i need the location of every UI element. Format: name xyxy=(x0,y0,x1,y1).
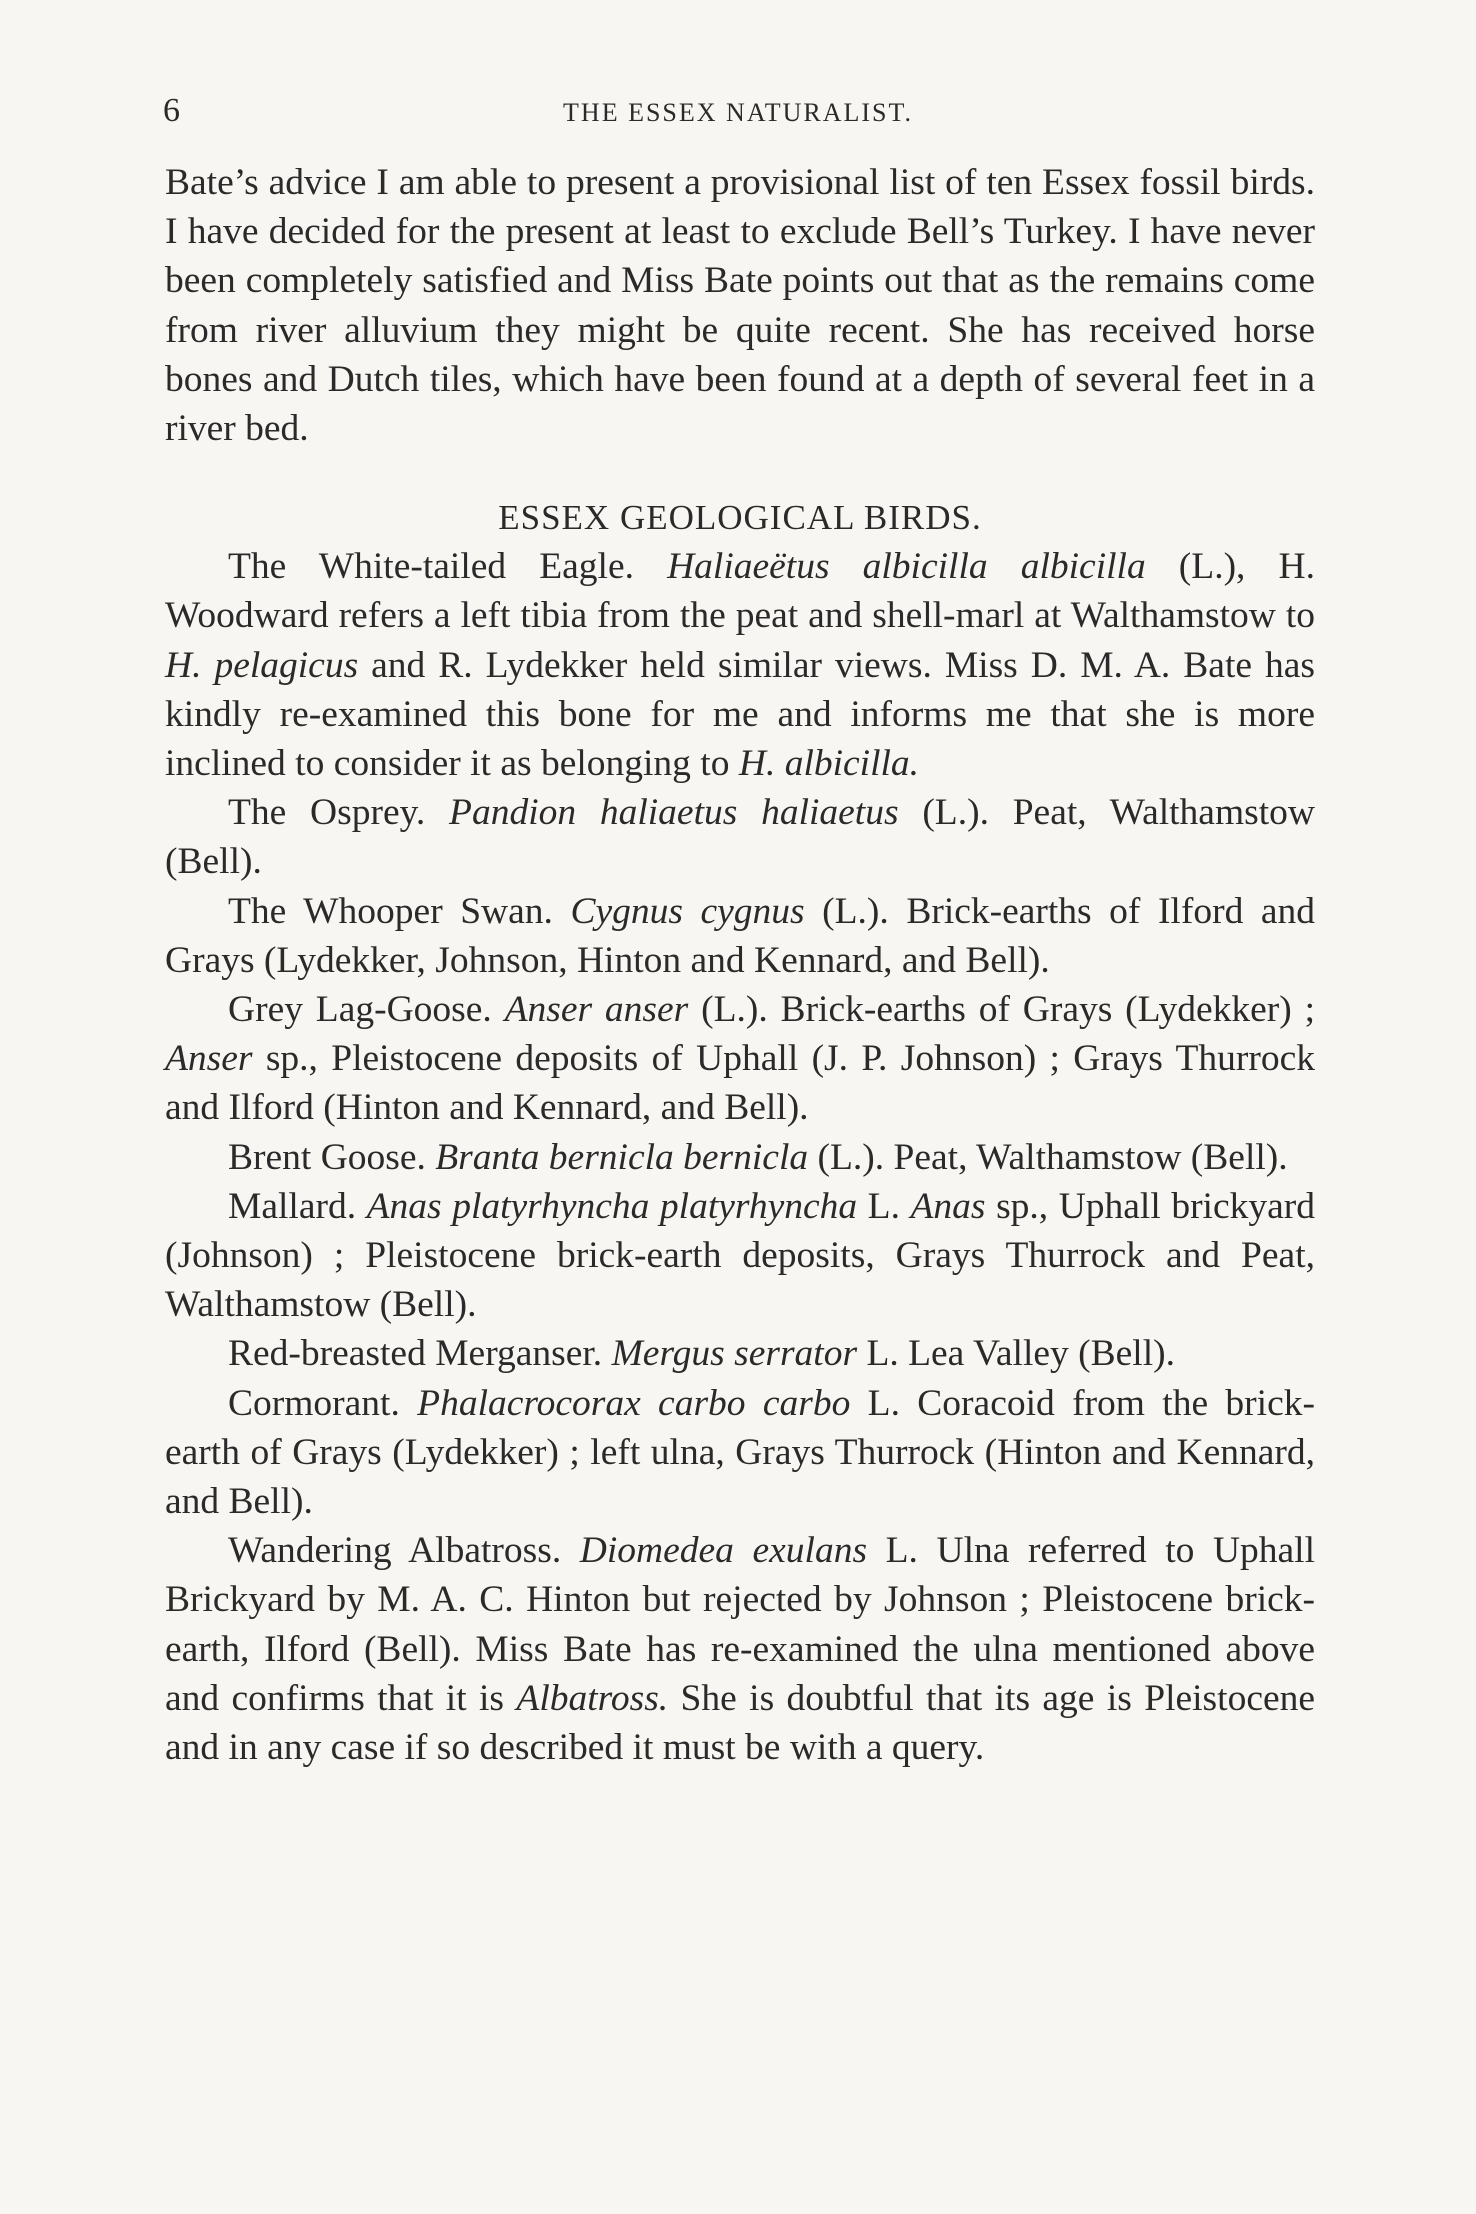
latin-name: Anser anser xyxy=(504,989,689,1031)
entry-text: L. Lea Valley (Bell). xyxy=(857,1333,1176,1375)
species-entry xyxy=(165,887,1315,985)
species-entry xyxy=(165,542,1315,788)
entry-text: The White-tailed Eagle. xyxy=(228,546,668,588)
entry-text: (L.). Brick-earths of Grays (Lydekker) ; xyxy=(688,989,1315,1031)
entry-text: L. Ulna referred to Uphall Brickyard by M. A. C. Hinton but rejected by Johnson ; Pleistocene brick-earth, Ilford (Bell). Miss Bate has re-examined the ulna mentioned above and confirms that it is xyxy=(165,1530,1316,1719)
entry-text: Brent Goose. xyxy=(228,1136,436,1178)
entry-text: (L.), H. Woodward refers a left tibia from the peat and shell-marl at Walthamstow to xyxy=(165,546,1315,637)
entry-text: (L.). Peat, Walthamstow (Bell). xyxy=(165,792,1315,883)
page-number: 6 xyxy=(163,92,180,129)
latin-name: Anas xyxy=(910,1185,986,1227)
entry-text: Cormorant. xyxy=(228,1382,418,1424)
entry-text: Red-breasted Merganser. xyxy=(228,1333,612,1375)
entry-text: L. Coracoid from the brick-earth of Grays (Lydekker) ; left ulna, Grays Thurrock (Hinton and Kennard, and Bell). xyxy=(165,1382,1315,1523)
latin-name: Cygnus cygnus xyxy=(570,890,805,932)
body-text xyxy=(165,158,1315,1772)
entry-text: sp., Pleistocene deposits of Uphall (J. P. Johnson) ; Grays Thurrock and Ilford (Hinton and Kennard, and Bell). xyxy=(165,1038,1315,1129)
entry-text: She is doubtful that its age is Pleistocene and in any case if so described it must be with a query. xyxy=(165,1677,1315,1769)
species-entry xyxy=(165,1526,1315,1772)
species-entry xyxy=(165,985,1315,1133)
latin-name: H. pelagicus xyxy=(165,644,359,686)
latin-name: Haliaeëtus albicilla albicilla xyxy=(667,546,1146,588)
latin-name: Albatross. xyxy=(516,1677,669,1719)
latin-name: Diomedea exulans xyxy=(579,1530,868,1572)
intro-paragraph: Bate’s advice I am able to present a provisional list of ten Essex fossil birds. I have decided for the present at least to exclude Bell’s Turkey. I have never been completely satisfied and Miss Bate points out that as the remains come from river alluvium they might be quite recent. She has received horse bones and Dutch tiles, which have been found at a depth of several feet in a river bed. xyxy=(165,162,1315,450)
journal-title: THE ESSEX NATURALIST. xyxy=(563,98,913,127)
latin-name: Anser xyxy=(165,1038,253,1080)
entry-text: The Whooper Swan. xyxy=(228,890,571,932)
species-entry xyxy=(165,1133,1315,1182)
species-entry xyxy=(165,788,1315,886)
latin-name: Pandion haliaetus haliaetus xyxy=(449,792,899,834)
latin-name: Branta bernicla bernicla xyxy=(435,1136,809,1178)
entry-text: Mallard. xyxy=(228,1185,367,1227)
latin-name: Anas platyrhyncha platyrhyncha xyxy=(366,1185,858,1227)
entry-text: Wandering Albatross. xyxy=(228,1530,580,1572)
latin-name: Phalacrocorax carbo carbo xyxy=(417,1382,851,1424)
species-entry xyxy=(165,1182,1315,1330)
species-entry xyxy=(165,1379,1315,1527)
latin-name: H. albicilla. xyxy=(738,743,920,785)
species-entry xyxy=(165,1329,1315,1378)
section-heading: ESSEX GEOLOGICAL BIRDS. xyxy=(498,498,982,538)
entry-text: L. xyxy=(857,1185,911,1227)
entry-text: and R. Lydekker held similar views. Miss D. M. A. Bate has kindly re-examined this bone for me and informs me that she is more inclined to consider it as belonging to xyxy=(165,644,1315,785)
entry-text: Grey Lag-Goose. xyxy=(228,989,505,1031)
entry-text: sp., Uphall brickyard (Johnson) ; Pleistocene brick-earth deposits, Grays Thurrock and Peat, Walthamstow (Bell). xyxy=(165,1185,1316,1326)
entry-text: (L.). Brick-earths of Ilford and Grays (Lydekker, Johnson, Hinton and Kennard, and Bell). xyxy=(165,890,1315,981)
entry-text: (L.). Peat, Walthamstow (Bell). xyxy=(808,1136,1288,1178)
species-list xyxy=(165,542,1315,1772)
entry-text: The Osprey. xyxy=(228,792,450,834)
running-head xyxy=(163,92,1313,142)
latin-name: Mergus serrator xyxy=(611,1333,858,1375)
